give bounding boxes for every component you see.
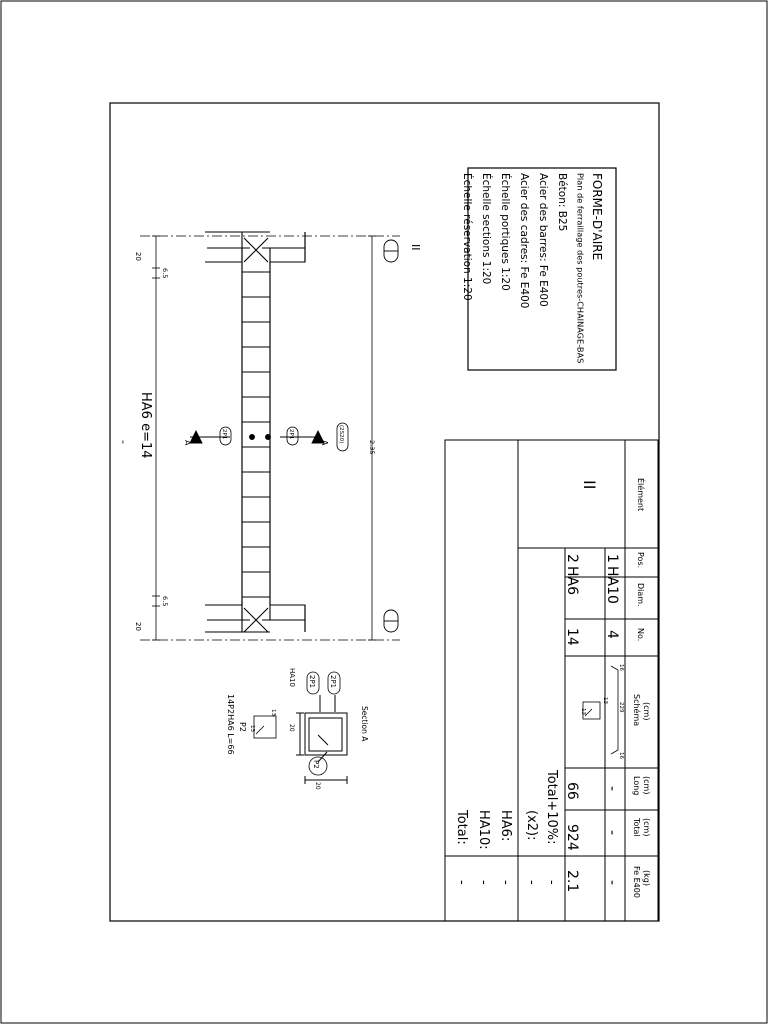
header-no: No. xyxy=(636,628,645,642)
stirrup-tick: - xyxy=(117,440,130,444)
header-schema xyxy=(632,694,642,726)
header-diam: Diam. xyxy=(636,583,645,607)
dimension-line-right xyxy=(368,236,376,640)
dim-right-hook: 6.5 xyxy=(161,596,169,607)
row1-schema-dim-3: 16 xyxy=(618,752,624,759)
stirrups xyxy=(242,272,270,597)
row2-no: 14 xyxy=(564,628,580,646)
info-line-1: Plan de ferraillage des poutres-CHAINAGE-BAS xyxy=(575,173,586,364)
summary-value-4: - xyxy=(454,880,469,885)
axis-marker-right xyxy=(384,610,398,632)
row1-total: - xyxy=(604,830,620,836)
header-total-unit: (cm) xyxy=(642,818,651,837)
header-long: Long xyxy=(632,776,641,796)
summary-label-2: HA6: xyxy=(498,810,513,842)
section-tag-2: 2P1 xyxy=(329,675,337,689)
row1-schema xyxy=(611,666,618,754)
stirrup-tag: P2 xyxy=(312,760,320,769)
summary-label-0: Total+10%: xyxy=(544,770,559,845)
row2-schema-dim-2: 13 xyxy=(580,708,586,715)
summary-value-3: - xyxy=(476,880,491,885)
info-box-text xyxy=(461,173,604,363)
row2-schema-dim-1: 13 xyxy=(602,697,608,704)
section-stirrup xyxy=(309,718,342,751)
header-pos: Pos. xyxy=(636,552,645,569)
stirrup-detail-dim-a: 13 xyxy=(270,709,276,716)
row1-weight: - xyxy=(604,880,620,886)
header-schema-unit: (cm) xyxy=(642,702,651,721)
dim-left-hook: 6.5 xyxy=(161,268,169,279)
section-width-dim: 20 xyxy=(314,782,321,790)
header-element: Élément xyxy=(636,478,645,512)
section-outline xyxy=(305,713,347,755)
header-total: Total xyxy=(632,818,641,837)
info-title: FORME-D'AIRE xyxy=(590,173,605,261)
bar-tag-bottom: 2P1 xyxy=(221,429,227,440)
info-line-4: Acier des cadres: Fe E400 xyxy=(517,173,530,309)
axis-marker-left xyxy=(384,240,398,262)
element-name: II xyxy=(580,480,599,490)
dim-right-support: 20 xyxy=(134,622,142,631)
outer-border xyxy=(1,1,767,1023)
row1-schema-dim-1: 16 xyxy=(618,664,624,671)
section-cut-marks xyxy=(190,431,324,443)
dim-span: 2.35 xyxy=(368,440,376,455)
section-a xyxy=(296,695,347,784)
dim-left-support: 20 xyxy=(134,252,142,261)
section-bar-label: HA10 xyxy=(288,668,296,687)
row2-weight: 2.1 xyxy=(564,870,580,893)
info-line-5: Échelle portiques 1:20 xyxy=(498,173,511,291)
row2-long: 66 xyxy=(564,782,580,800)
row1-pos: 1 xyxy=(604,554,620,563)
summary-label-1: (x2): xyxy=(524,810,539,841)
stirrup-detail-label: P2 xyxy=(238,722,247,732)
row1-diam: HA10 xyxy=(604,566,620,604)
summary-label-3: HA10: xyxy=(476,810,491,850)
axis-label-left: II xyxy=(409,244,422,251)
cut-label-right: A xyxy=(320,440,329,446)
section-tag-1: 2P1 xyxy=(308,675,316,689)
info-line-6: Échelle sections 1:20 xyxy=(479,173,492,285)
row2-total: 924 xyxy=(564,824,580,851)
section-height-dim: 20 xyxy=(288,724,295,732)
info-line-7: Échelle réservation 1:20 xyxy=(460,173,473,301)
stirrup-label: HA6 e=14 xyxy=(138,392,153,459)
header-weight-unit: (kg) xyxy=(642,870,651,886)
row2-diam: HA6 xyxy=(564,566,580,596)
stirrup-detail xyxy=(254,716,276,738)
summary-value-0: - xyxy=(544,880,559,885)
summary-value-2: - xyxy=(498,880,513,885)
row1-no: 4 xyxy=(604,630,620,639)
info-line-2: Béton: B25 xyxy=(555,173,568,232)
summary-value-1: - xyxy=(524,880,539,885)
stirrup-detail-spec: 14P2HA6 L=66 xyxy=(226,694,235,755)
header-long-unit: (cm) xyxy=(642,776,651,795)
row2-pos: 2 xyxy=(564,554,580,563)
row1-schema-dim-2: 229 xyxy=(618,702,624,713)
summary-label-4: Total: xyxy=(454,810,469,845)
header-weight: Fe E400 xyxy=(632,866,641,898)
row1-long: - xyxy=(604,786,620,792)
group-tag: (2S20) xyxy=(338,425,344,444)
info-line-3: Acier des barres: Fe E400 xyxy=(536,173,549,307)
bar-tag-top: 2P1 xyxy=(288,429,294,440)
header-schema-1: Schéma xyxy=(632,694,641,727)
cut-label-left: A xyxy=(183,440,192,446)
stirrup-detail-dim-b: 13 xyxy=(249,725,255,732)
section-title: Section A xyxy=(360,706,369,742)
